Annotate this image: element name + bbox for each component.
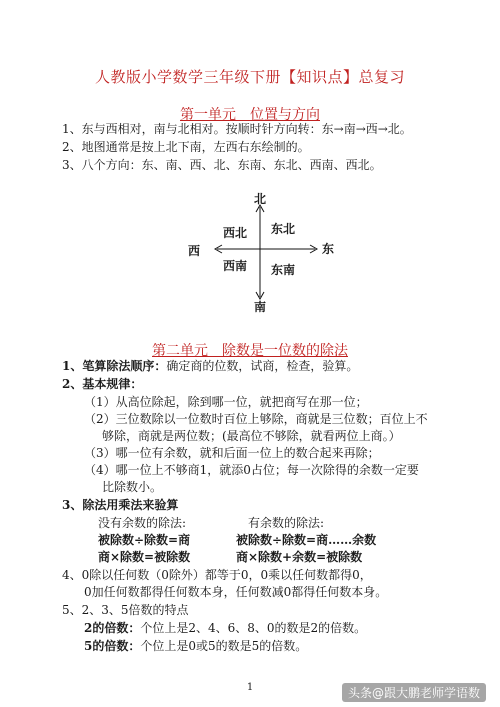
unit2-item-5-label: 5、2、3、5倍数的特点 (62, 603, 189, 617)
multiple-of-2-label: 2的倍数： (84, 621, 141, 635)
multiple-of-5 (84, 638, 307, 654)
no-remainder-header: 没有余数的除法: (98, 516, 187, 530)
unit2-item-4-line-2: 0加任何数都得任何数本身，任何数减0都得任何数本身。 (84, 585, 388, 599)
no-remainder-formula-1: 被除数÷除数=商 (98, 533, 191, 547)
unit1-item-2: 2、地图通常是按上北下南，左西右东绘制的。 (62, 140, 310, 154)
unit2-heading (0, 340, 500, 360)
unit2-item-1-label: 1、笔算除法顺序： (62, 359, 167, 373)
unit1-item-1: 1、东与西相对，南与北相对。按顺时针方向转：东→南→西→北。 (62, 122, 412, 136)
compass-northwest: 西北 (223, 226, 248, 240)
compass-northeast: 东北 (271, 222, 296, 236)
rule-4: （4）哪一位上不够商1，就添0占位；每一次除得的余数一定要 (84, 463, 419, 477)
document-title: 人教版小学数学三年级下册【知识点】总复习 (94, 68, 405, 86)
compass-west: 西 (188, 244, 201, 258)
multiple-of-2 (84, 620, 366, 636)
with-remainder-formula-1: 被除数÷除数=商……余数 (236, 533, 377, 547)
unit1-heading-text: 第一单元 位置与方向 (180, 107, 320, 123)
watermark: 头条@跟大鹏老师学语数 (342, 683, 486, 702)
page-number: 1 (246, 682, 254, 693)
compass-southeast: 东南 (271, 263, 296, 277)
rule-4-cont: 比除数小。 (102, 480, 163, 494)
rule-1: （1）从高位除起，除到哪一位，就把商写在那一位； (84, 395, 368, 409)
multiple-of-5-text: 个位上是0或5的数是5的倍数。 (140, 639, 308, 653)
rule-2: （2）三位数除以一位数时百位上够除，商就是三位数；百位上不 (84, 412, 428, 426)
compass-north: 北 (254, 192, 267, 206)
unit2-heading-text: 第二单元 除数是一位数的除法 (152, 343, 348, 359)
compass-southwest: 西南 (223, 259, 248, 273)
unit2-item-3-label: 3、除法用乘法来验算 (62, 498, 179, 512)
multiple-of-5-label: 5的倍数： (84, 639, 141, 653)
compass-east: 东 (322, 242, 335, 256)
compass-diagram (180, 185, 340, 315)
unit2-item-1 (62, 358, 358, 374)
unit2-item-2-label: 2、基本规律： (62, 377, 143, 391)
with-remainder-formula-2: 商×除数+余数=被除数 (236, 550, 363, 564)
unit2-item-4-line-1: 4、0除以任何数（0除外）都等于0，0乘以任何数都得0， (62, 568, 372, 582)
unit2-item-1-text: 确定商的位数，试商，检查，验算。 (166, 359, 359, 373)
with-remainder-header: 有余数的除法: (248, 516, 325, 530)
compass-south: 南 (254, 300, 267, 314)
no-remainder-formula-2: 商×除数=被除数 (98, 550, 191, 564)
rule-2-cont: 够除，商就是两位数；(最高位不够除，就看两位上商。） (102, 429, 401, 443)
multiple-of-2-text: 个位上是2、4、6、8、0的数是2的倍数。 (140, 621, 367, 635)
rule-3: （3）哪一位有余数，就和后面一位上的数合起来再除； (84, 446, 380, 460)
unit1-item-3: 3、八个方向：东、南、西、北、东南、东北、西南、西北。 (62, 158, 382, 172)
